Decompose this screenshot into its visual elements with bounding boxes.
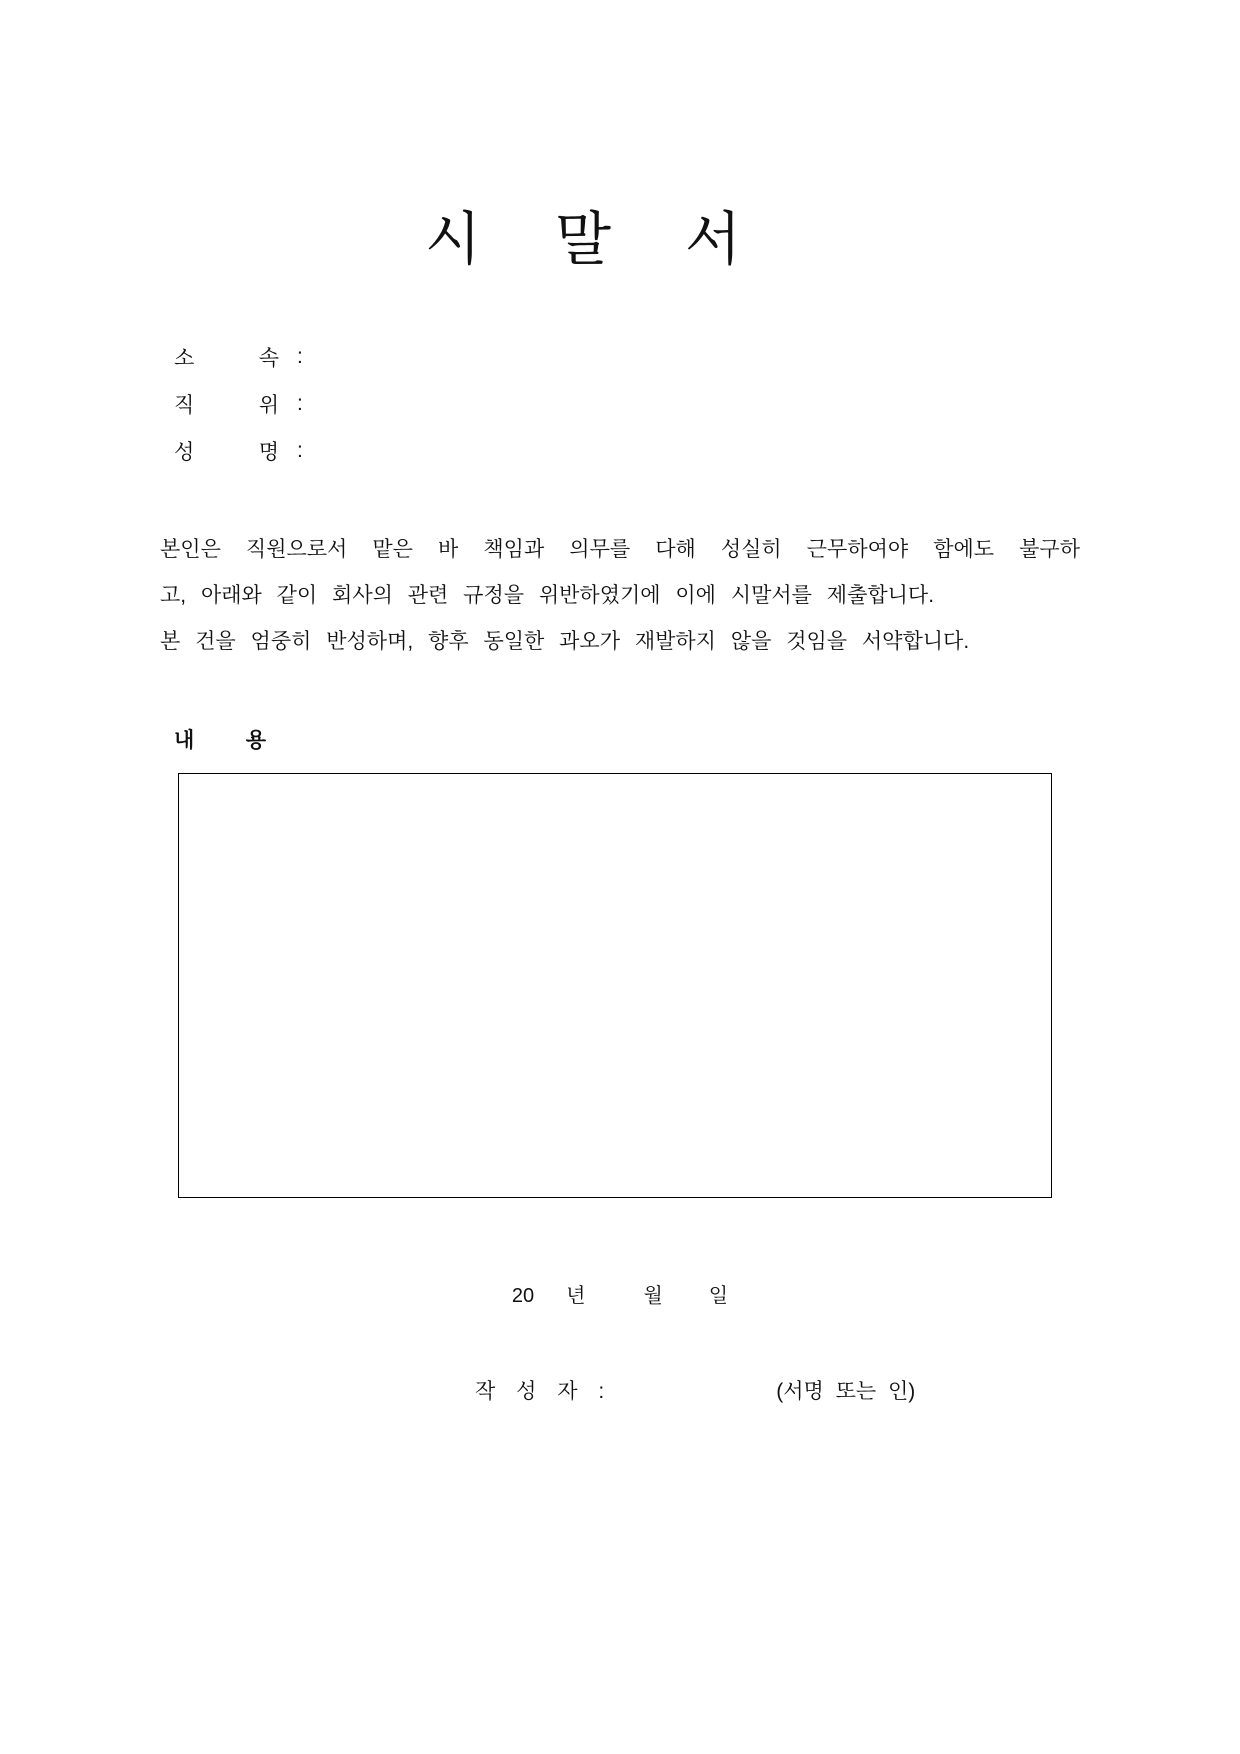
field-label-position: [174, 389, 279, 419]
day-blank-field[interactable]: [663, 1282, 709, 1302]
field-colon: :: [297, 439, 303, 463]
month-blank-field[interactable]: [585, 1282, 643, 1302]
field-label-name: [174, 436, 279, 466]
body-line: 본 건을 엄중히 반성하며, 향후 동일한 과오가 재발하지 않을 것임을 서약합니다.: [160, 629, 970, 653]
content-box[interactable]: [178, 773, 1052, 1198]
field-label-name-second: 명: [258, 441, 279, 465]
field-colon: :: [297, 392, 303, 416]
date-year-prefix: 20: [511, 1284, 535, 1307]
writer-label: 작 성 자 :: [475, 1379, 605, 1403]
field-value-position[interactable]: [313, 390, 733, 418]
field-value-name[interactable]: [313, 437, 733, 465]
body-line: 본인은 직원으로서 맡은 바 책임과 의무를 다해 성실히 근무하여야 함에도 불구하: [160, 537, 1080, 561]
date-month-label: 월: [643, 1284, 663, 1307]
field-value-affiliation[interactable]: [313, 343, 733, 371]
field-row-affiliation: [174, 334, 1080, 381]
seal-note: (서명 또는 인): [776, 1379, 916, 1403]
field-label-affiliation-first: 소: [174, 347, 195, 371]
date-year-label: 년: [566, 1284, 586, 1307]
date-line: [160, 1282, 1080, 1308]
body-paragraph: [160, 527, 1080, 665]
field-label-affiliation-second: 속: [258, 347, 279, 371]
content-label: [174, 730, 266, 751]
year-blank-field[interactable]: [534, 1282, 566, 1302]
date-day-label: 일: [708, 1284, 729, 1307]
content-label-second: 용: [245, 728, 266, 752]
employee-fields: [174, 334, 1080, 475]
body-line: 고, 아래와 같이 회사의 관련 규정을 위반하였기에 이에 시말서를 제출합니다.: [160, 583, 935, 607]
field-label-affiliation: [174, 342, 279, 372]
field-label-position-second: 위: [258, 394, 279, 418]
field-row-position: [174, 381, 1080, 428]
field-row-name: [174, 428, 1080, 475]
document-title: 시말서: [424, 207, 816, 272]
signature-space[interactable]: [604, 1374, 776, 1398]
field-colon: :: [297, 345, 303, 369]
signature-row: [160, 1374, 1080, 1406]
field-label-position-first: 직: [174, 394, 195, 418]
field-label-name-first: 성: [174, 441, 195, 465]
content-label-first: 내: [174, 728, 195, 752]
